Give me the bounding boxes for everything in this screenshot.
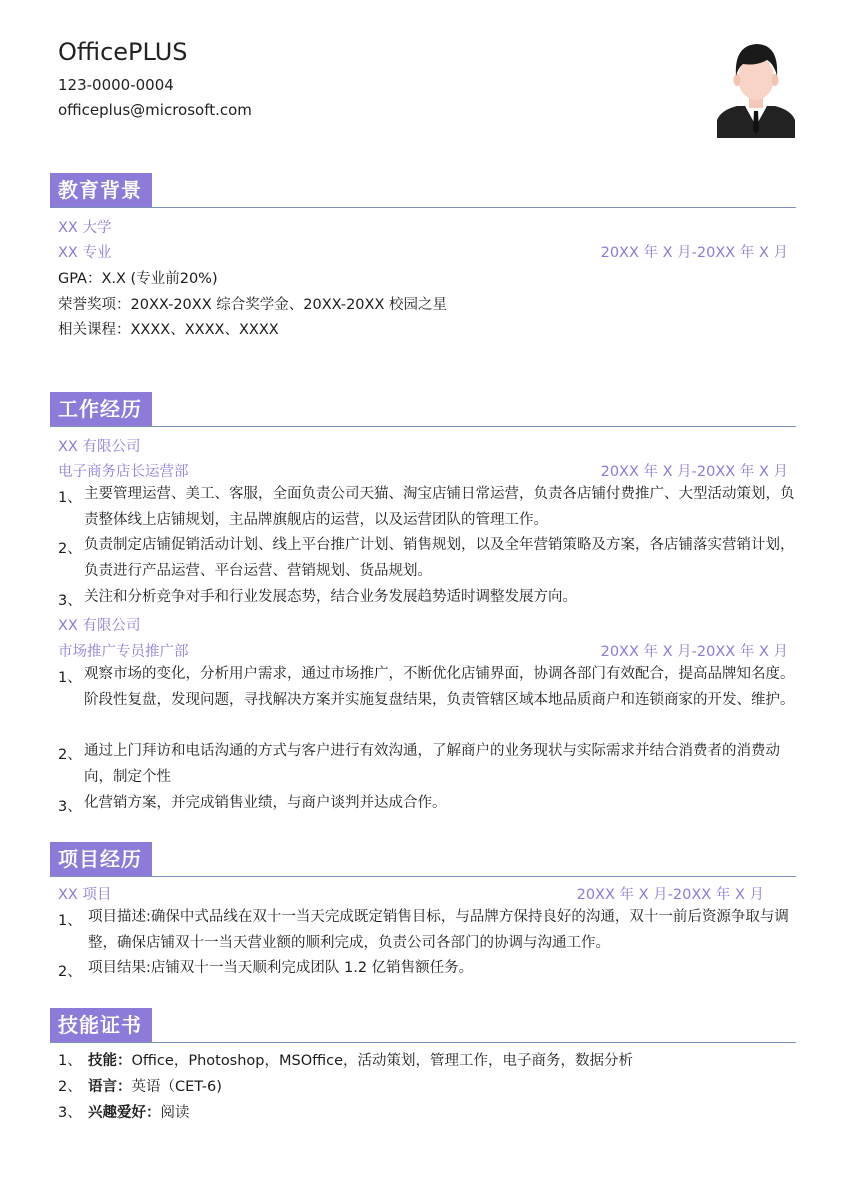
language-value: 英语（CET-6) xyxy=(131,1079,222,1095)
phone: 123-0000-0004 xyxy=(58,76,174,94)
list-item: 负责制定店铺促销活动计划、线上平台推广计划、销售规划，以及全年营销策略及方案，各店铺落实营销计划，负责进行产品运营、平台运营、营销规划、货品规划。 xyxy=(84,537,795,579)
language-item xyxy=(88,1075,222,1096)
list-number: 2、 xyxy=(58,1079,82,1095)
hobby-value: 阅读 xyxy=(160,1105,190,1121)
avatar xyxy=(717,34,795,138)
major: XX 专业 xyxy=(58,245,112,261)
hobby-item xyxy=(88,1101,190,1122)
honors: 荣誉奖项：20XX-20XX 综合奖学金、20XX-20XX 校园之星 xyxy=(58,297,448,313)
company-name: XX 有限公司 xyxy=(58,618,141,634)
section-divider xyxy=(50,207,796,208)
list-number: 3、 xyxy=(58,799,82,815)
list-item: 观察市场的变化，分析用户需求，通过市场推广，不断优化店铺界面，协调各部门有效配合，提高品牌知名度。阶段性复盘，发现问题，寻找解决方案并实施复盘结果，负责管辖区域本地品质商户和连锁商家的开发、维护。 xyxy=(84,666,795,708)
section-title-education: 教育背景 xyxy=(50,173,152,207)
section-title-project: 项目经历 xyxy=(50,842,152,876)
job-position: 市场推广专员推广部 xyxy=(58,644,189,660)
company-name: XX 有限公司 xyxy=(58,439,141,455)
list-number: 3、 xyxy=(58,1105,82,1121)
list-number: 1、 xyxy=(58,490,82,506)
section-title-work: 工作经历 xyxy=(50,392,152,426)
list-number: 1、 xyxy=(58,913,82,929)
list-item: 项目描述:确保中式品线在双十一当天完成既定销售目标，与品牌方保持良好的沟通，双十一前后资源争取与调整，确保店铺双十一当天营业额的顺利完成，负责公司各部门的协调与沟通工作。 xyxy=(88,909,789,951)
gpa: GPA：X.X (专业前20%) xyxy=(58,271,218,287)
courses: 相关课程：XXXX、XXXX、XXXX xyxy=(58,322,279,338)
section-title-skills: 技能证书 xyxy=(50,1008,152,1042)
list-number: 2、 xyxy=(58,964,82,980)
list-number: 2、 xyxy=(58,747,82,763)
list-item: 项目结果:店铺双十一当天顺利完成团队 1.2 亿销售额任务。 xyxy=(88,960,474,976)
candidate-name: OfficePLUS xyxy=(58,38,188,66)
list-item: 关注和分析竞争对手和行业发展态势，结合业务发展趋势适时调整发展方向。 xyxy=(84,589,577,605)
hobby-label: 兴趣爱好： xyxy=(88,1105,161,1121)
email: officeplus@microsoft.com xyxy=(58,101,252,119)
list-number: 3、 xyxy=(58,593,82,609)
skill-label: 技能： xyxy=(88,1053,132,1069)
list-item: 主要管理运营、美工、客服，全面负责公司天猫、淘宝店铺日常运营，负责各店铺付费推广、大型活动策划，负责整体线上店铺规划，主品牌旗舰店的运营，以及运营团队的管理工作。 xyxy=(84,486,795,528)
job-date: 20XX 年 X 月-20XX 年 X 月 xyxy=(600,464,788,480)
language-label: 语言： xyxy=(88,1079,132,1095)
list-number: 2、 xyxy=(58,541,82,557)
job-position: 电子商务店长运营部 xyxy=(58,464,189,480)
list-number: 1、 xyxy=(58,1053,82,1069)
list-number: 1、 xyxy=(58,670,82,686)
section-divider xyxy=(50,876,796,877)
section-divider xyxy=(50,1042,796,1043)
project-date: 20XX 年 X 月-20XX 年 X 月 xyxy=(576,887,764,903)
education-date: 20XX 年 X 月-20XX 年 X 月 xyxy=(600,245,788,261)
skill-item xyxy=(88,1049,633,1070)
job-date: 20XX 年 X 月-20XX 年 X 月 xyxy=(600,644,788,660)
section-divider xyxy=(50,426,796,427)
project-name: XX 项目 xyxy=(58,887,112,903)
school-name: XX 大学 xyxy=(58,220,112,236)
skill-value: Office，Photoshop，MSOffice，活动策划，管理工作，电子商务，数据分析 xyxy=(131,1053,634,1069)
list-item: 化营销方案，并完成销售业绩，与商户谈判并达成合作。 xyxy=(84,795,447,811)
list-item: 通过上门拜访和电话沟通的方式与客户进行有效沟通，了解商户的业务现状与实际需求并结合消费者的消费动向，制定个性 xyxy=(84,743,780,785)
